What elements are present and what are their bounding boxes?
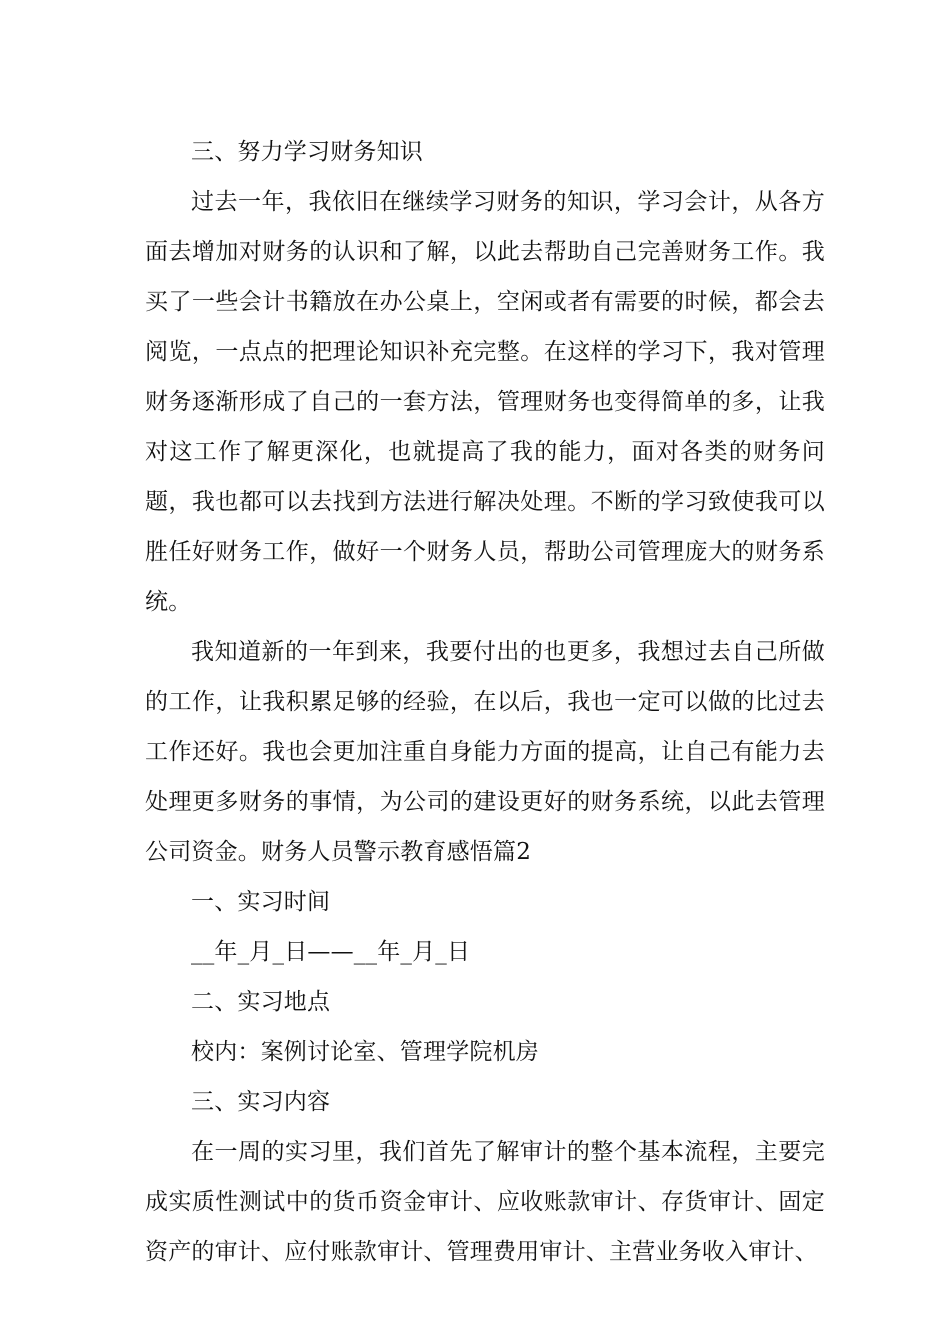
paragraph-intern-content: 在一周的实习里，我们首先了解审计的整个基本流程，主要完成实质性测试中的货币资金审计、应收账款审计、存货审计、固定资产的审计、应付账款审计、管理费用审计、主营业务收入审计、 <box>145 1139 825 1265</box>
document-page <box>145 127 825 1277</box>
paragraph-new-year: 我知道新的一年到来，我要付出的也更多，我想过去自己所做的工作，让我积累足够的经验，在以后，我也一定可以做的比过去工作还好。我也会更加注重自身能力方面的提高，让自己有能力去处理更多财务的事情，为公司的建设更好的财务系统，以此去管理公司资金。财务人员警示教育感悟篇2 <box>145 639 825 865</box>
section-heading-intern-content: 三、实习内容 <box>191 1089 331 1115</box>
section-heading-intern-place: 二、实习地点 <box>191 989 331 1015</box>
section-heading-intern-time: 一、实习时间 <box>191 889 331 915</box>
intern-place-value: 校内：案例讨论室、管理学院机房 <box>191 1039 539 1065</box>
section-heading-finance-study: 三、努力学习财务知识 <box>191 139 423 165</box>
intern-time-value: __年_月_日——__年_月_日 <box>191 939 471 965</box>
paragraph-finance-study: 过去一年，我依旧在继续学习财务的知识，学习会计，从各方面去增加对财务的认识和了解，以此去帮助自己完善财务工作。我买了一些会计书籍放在办公桌上，空闲或者有需要的时候，都会去阅览，一点点的把理论知识补充完整。在这样的学习下，我对管理财务逐渐形成了自己的一套方法，管理财务也变得简单的多，让我对这工作了解更深化，也就提高了我的能力，面对各类的财务问题，我也都可以去找到方法进行解决处理。不断的学习致使我可以胜任好财务工作，做好一个财务人员，帮助公司管理庞大的财务系统。 <box>145 189 825 615</box>
